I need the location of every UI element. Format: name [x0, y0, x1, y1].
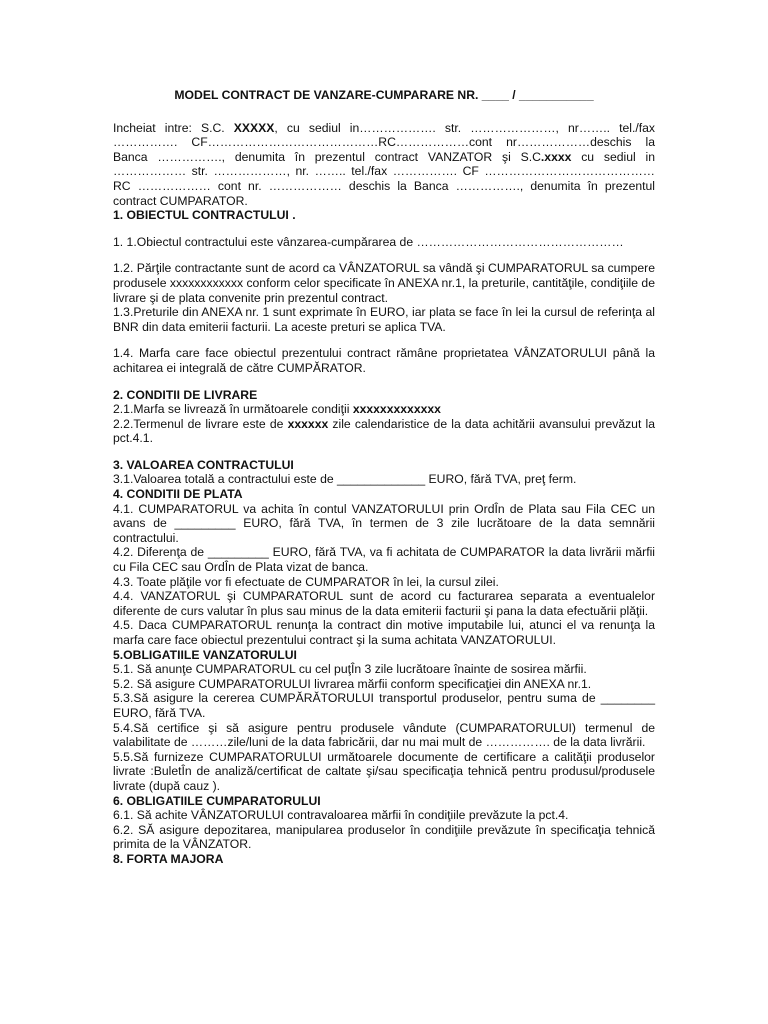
- clause-2-2-text-a: 2.2.Termenul de livrare este de: [113, 416, 288, 431]
- clause-5-1: 5.1. Să anunţe CUMPARATORUL cu cel puţÎn 3 zile lucrătoare înainte de sosirea mărfii.: [113, 662, 587, 677]
- section-2-heading: 2. CONDITII DE LIVRARE: [113, 387, 258, 402]
- clause-2-1: [113, 402, 655, 417]
- clause-5-2: 5.2. Să asigure CUMPARATORULUI livrarea mărfii conform specificaţiei din ANEXA nr.1.: [113, 676, 592, 691]
- clause-2-2-placeholder: xxxxxx: [287, 416, 329, 431]
- intro-text-b: , cu sediul in………………. str. …………………, nr…….. tel./fax ……………. CF……………………………………RC………………cont nr………………deschis la Banca ……………., denumita în prezentul contract VANZATOR şi S.C: [113, 120, 655, 164]
- clause-2-1-text: 2.1.Marfa se livrează în următoarele condiţii: [113, 402, 353, 417]
- clause-4-3: 4.3. Toate plăţile vor fi efectuate de CUMPARATOR în lei, la cursul zilei.: [113, 574, 499, 589]
- clause-4-5: 4.5. Daca CUMPARATORUL renunţa la contract din motive imputabile lui, atunci el va renunţa la marfa care face obiectul prezentului contract şi la suma achitata VANZATORULUI.: [113, 618, 655, 647]
- section-3-heading: 3. VALOAREA CONTRACTULUI: [113, 457, 294, 472]
- clause-2-1-placeholder: xxxxxxxxxxxxx: [352, 402, 441, 417]
- intro-paragraph: [113, 121, 655, 209]
- clause-3-1: 3.1.Valoarea totală a contractului este de _____________ EURO, fără TVA, preţ ferm.: [113, 472, 577, 487]
- clause-1-4: 1.4. Marfa care face obiectul prezentului contract rămâne proprietatea VÂNZATORULUI până la achitarea ei integrală de către CUMPĂRATOR.: [113, 346, 655, 375]
- clause-4-1: 4.1. CUMPARATORUL va achita în contul VANZATORULUI prin OrdÎn de Plata sau Fila CEC un avans de _________ EURO, fără TVA, în termen de 3 zile lucrătoare de la data semnării contractului.: [113, 501, 655, 545]
- clause-2-2: [113, 417, 655, 446]
- clause-6-1: 6.1. Să achite VÂNZATORULUI contravaloarea mărfii în condiţiile prevăzute la pct.4.: [113, 808, 569, 823]
- clause-4-2: 4.2. Diferenţa de _________ EURO, fără TVA, va fi achitata de CUMPARATOR la data livrării mărfii cu Fila CEC sau OrdÎn de Plata vizat de banca.: [113, 545, 655, 575]
- buyer-name: .xxxx: [540, 149, 572, 164]
- seller-name: XXXXX: [233, 120, 275, 135]
- section-6-heading: 6. OBLIGATIILE CUMPARATORULUI: [113, 793, 321, 808]
- clause-6-2: 6.2. SĂ asigure depozitarea, manipularea produselor în condiţiile prevăzute în specificaţia tehnică primita de la VÂNZATOR.: [113, 822, 655, 852]
- clause-1-3: 1.3.Preturile din ANEXA nr. 1 sunt exprimate în EURO, iar plata se face în lei la cursul de referinţa al BNR din data emiterii facturii. La aceste preturi se aplica TVA.: [113, 305, 655, 334]
- contract-page: [113, 88, 655, 867]
- clause-1-1: 1. 1.Obiectul contractului este vânzarea-cumpărarea de ……………………………………………: [113, 234, 624, 249]
- clause-5-5: 5.5.Să furnizeze CUMPARATORULUI următoarele documente de certificare a calităţii produselor livrate :BuletÎn de analiză/certificat de caltate şi/sau specificaţia tehnică pentru produsul/produsele livrate (după cauz ).: [113, 749, 655, 793]
- contract-title: MODEL CONTRACT DE VANZARE-CUMPARARE NR. ____ / ___________: [174, 88, 594, 102]
- clause-5-4: 5.4.Să certifice şi să asigure pentru produsele vândute (CUMPARATORULUI) termenul de valabilitate de ………zile/luni de la data fabricării, dar nu mai mult de ……………. de la data livrării.: [113, 720, 655, 750]
- clause-5-3: 5.3.Să asigure la cererea CUMPĂRĂTORULUI transportul produselor, pentru suma de ________ EURO, fără TVA.: [113, 691, 655, 720]
- section-5-heading: 5.OBLIGATIILE VANZATORULUI: [113, 647, 297, 662]
- section-1-heading: 1. OBIECTUL CONTRACTULUI .: [113, 208, 296, 223]
- section-4-heading: 4. CONDITII DE PLATA: [113, 487, 243, 502]
- clause-2-2-text-b: zile calendaristice de la data achitării avansului prevăzut la pct.4.1.: [113, 416, 655, 446]
- intro-text-a: Incheiat intre: S.C.: [113, 120, 234, 135]
- clause-1-2: 1.2. Părţile contractante sunt de acord ca VÂNZATORUL sa vândă şi CUMPARATORUL sa cumpere produsele xxxxxxxxxxxx conform celor specificate în ANEXA nr.1, la preturile, cantităţile, condiţiile de livrare şi de plata convenite prin prezentul contract.: [113, 261, 655, 305]
- section-8-heading: 8. FORTA MAJORA: [113, 851, 224, 866]
- clause-4-4: 4.4. VANZATORUL şi CUMPARATORUL sunt de acord cu facturarea separata a eventualelor diferente de curs valutar în plus sau minus de la data emiterii facturii şi pana la data efectuării plăţii.: [113, 589, 655, 618]
- intro-text-c: cu sediul in ……………… str. ………………, nr. …….. tel./fax ……………. CF …………………………………… RC ……………… cont nr. ……………… deschis la Banca ……………., denumita în prezentul contract CUMPARATOR.: [113, 149, 656, 208]
